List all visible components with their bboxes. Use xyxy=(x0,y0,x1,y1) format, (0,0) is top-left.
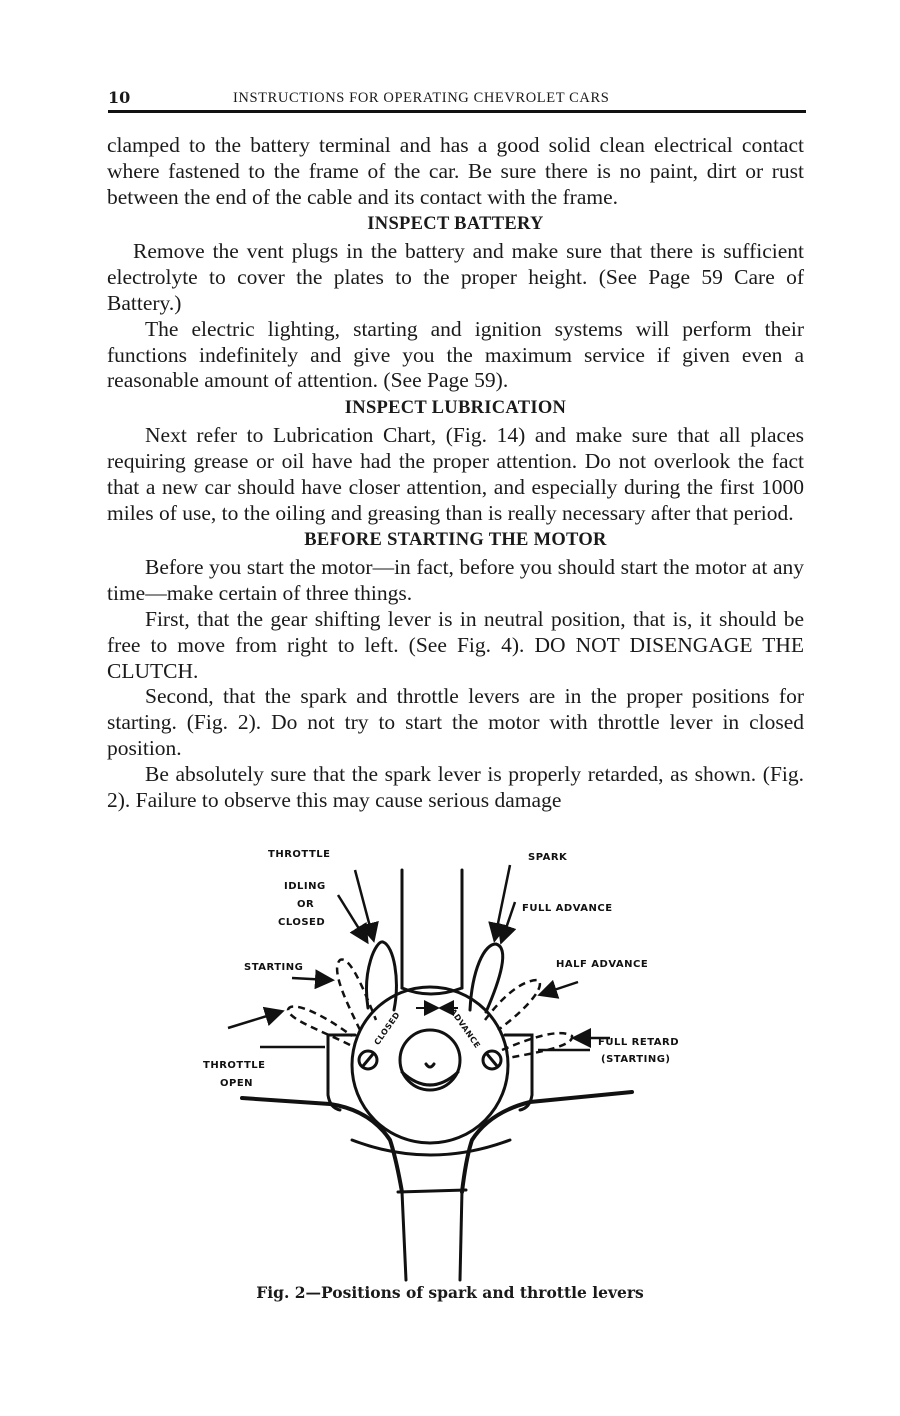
label-starting: STARTING xyxy=(244,962,304,973)
label-full-retard-starting: (STARTING) xyxy=(601,1054,671,1065)
paragraph-three-things: Before you start the motor—in fact, before you should start the motor at any time—make certain of three things. xyxy=(107,555,804,606)
running-title: INSTRUCTIONS FOR OPERATING CHEVROLET CARS xyxy=(233,90,610,106)
heading-before-starting: BEFORE STARTING THE MOTOR xyxy=(304,530,607,551)
heading-inspect-battery: INSPECT BATTERY xyxy=(367,214,544,235)
body-text xyxy=(107,133,804,813)
label-spark: SPARK xyxy=(528,852,568,863)
paragraph-first-gear: First, that the gear shifting lever is in neutral position, that is, it should be free to move from right to left. (See Fig. 4). DO NOT DISENGAGE THE CLUTCH. xyxy=(107,606,804,683)
label-idling: IDLING xyxy=(284,881,326,892)
page-number: 10 xyxy=(108,88,131,107)
label-closed: CLOSED xyxy=(278,917,326,928)
label-throttle-open-2: OPEN xyxy=(220,1078,254,1089)
label-throttle-open-1: THROTTLE xyxy=(203,1060,266,1071)
paragraph-battery-cable: clamped to the battery terminal and has a good solid clean electrical contact where fastened to the frame of the car. Be sure there is no paint, dirt or rust between the end of the cable and its contact with the frame. xyxy=(107,133,804,209)
label-or: OR xyxy=(297,899,315,910)
label-half-advance: HALF ADVANCE xyxy=(556,959,649,970)
label-full-retard: FULL RETARD xyxy=(598,1037,679,1048)
paragraph-second-levers: Second, that the spark and throttle levers are in the proper positions for starting. (Fig. 2). Do not try to start the motor with throttle lever in closed position. xyxy=(107,684,804,760)
heading-inspect-lubrication: INSPECT LUBRICATION xyxy=(344,398,567,419)
header-rule xyxy=(108,110,806,113)
paragraph-vent-plugs: Remove the vent plugs in the battery and make sure that there is sufficient electrolyte to cover the plates to the proper height. (See Page 59 Care of Battery.) xyxy=(107,239,804,315)
figure-caption: Fig. 2—Positions of spark and throttle levers xyxy=(256,1283,644,1302)
paragraph-electric-systems: The electric lighting, starting and ignition systems will perform their functions indefinitely and give you the maximum service if given even a reasonable amount of attention. (See Page 59). xyxy=(107,316,804,393)
paragraph-spark-retarded: Be absolutely sure that the spark lever is properly retarded, as shown. (Fig. 2). Failure to observe this may cause serious damage xyxy=(107,761,804,812)
paragraph-lubrication-chart: Next refer to Lubrication Chart, (Fig. 14) and make sure that all places requiring grease or oil have had the proper attention. Do not overlook the fact that a new car should have closer attention, and especially during the first 1000 miles of use, to the oiling and greasing than is really necessary after that period. xyxy=(107,423,804,525)
label-full-advance: FULL ADVANCE xyxy=(522,903,613,914)
label-hub-advance: ADVANCE xyxy=(448,1006,483,1051)
label-hub-closed: CLOSED xyxy=(372,1010,402,1047)
running-header xyxy=(108,86,806,112)
figure-spark-throttle-levers xyxy=(180,840,720,1290)
label-throttle: THROTTLE xyxy=(268,849,331,860)
